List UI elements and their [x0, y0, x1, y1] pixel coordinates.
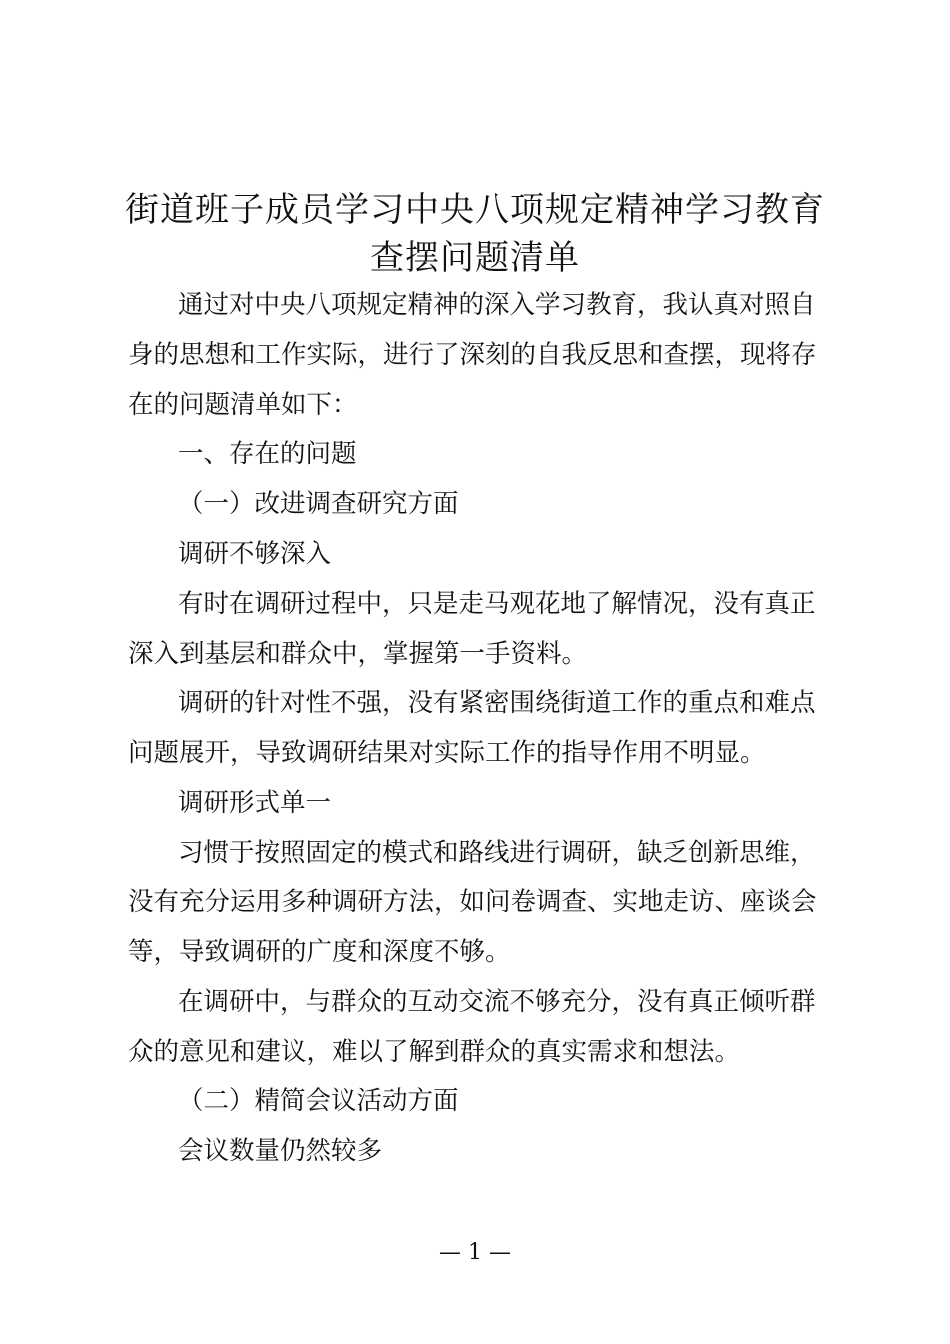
paragraph-line: 习惯于按照固定的模式和路线进行调研，缺乏创新思维，: [178, 838, 816, 868]
section-heading: 一、存在的问题: [178, 439, 357, 469]
subsection-heading: （一）改进调查研究方面: [178, 489, 459, 519]
page-number: — 1 —: [439, 1240, 511, 1265]
intro-paragraph-line: 在的问题清单如下：: [128, 390, 358, 420]
paragraph-line: 在调研中，与群众的互动交流不够充分，没有真正倾听群: [178, 987, 816, 1017]
intro-paragraph-line: 身的思想和工作实际，进行了深刻的自我反思和查摆，现将存: [128, 340, 817, 370]
item-heading: 调研形式单一: [178, 788, 332, 818]
intro-paragraph-line: 通过对中央八项规定精神的深入学习教育，我认真对照自: [178, 290, 816, 320]
paragraph-line: 有时在调研过程中，只是走马观花地了解情况，没有真正: [178, 589, 816, 619]
document-title-line-1: 街道班子成员学习中央八项规定精神学习教育: [125, 190, 825, 230]
paragraph-line: 没有充分运用多种调研方法，如问卷调查、实地走访、座谈会: [128, 887, 817, 917]
paragraph-line: 等，导致调研的广度和深度不够。: [128, 937, 511, 967]
document-title-line-2: 查摆问题清单: [370, 238, 580, 278]
paragraph-line: 深入到基层和群众中，掌握第一手资料。: [128, 639, 588, 669]
subsection-heading: （二）精简会议活动方面: [178, 1086, 459, 1116]
paragraph-line: 调研的针对性不强，没有紧密围绕街道工作的重点和难点: [178, 688, 816, 718]
paragraph-line: 问题展开，导致调研结果对实际工作的指导作用不明显。: [128, 738, 766, 768]
paragraph-line: 众的意见和建议，难以了解到群众的真实需求和想法。: [128, 1037, 741, 1067]
item-heading: 会议数量仍然较多: [178, 1136, 383, 1166]
item-heading: 调研不够深入: [178, 539, 332, 569]
